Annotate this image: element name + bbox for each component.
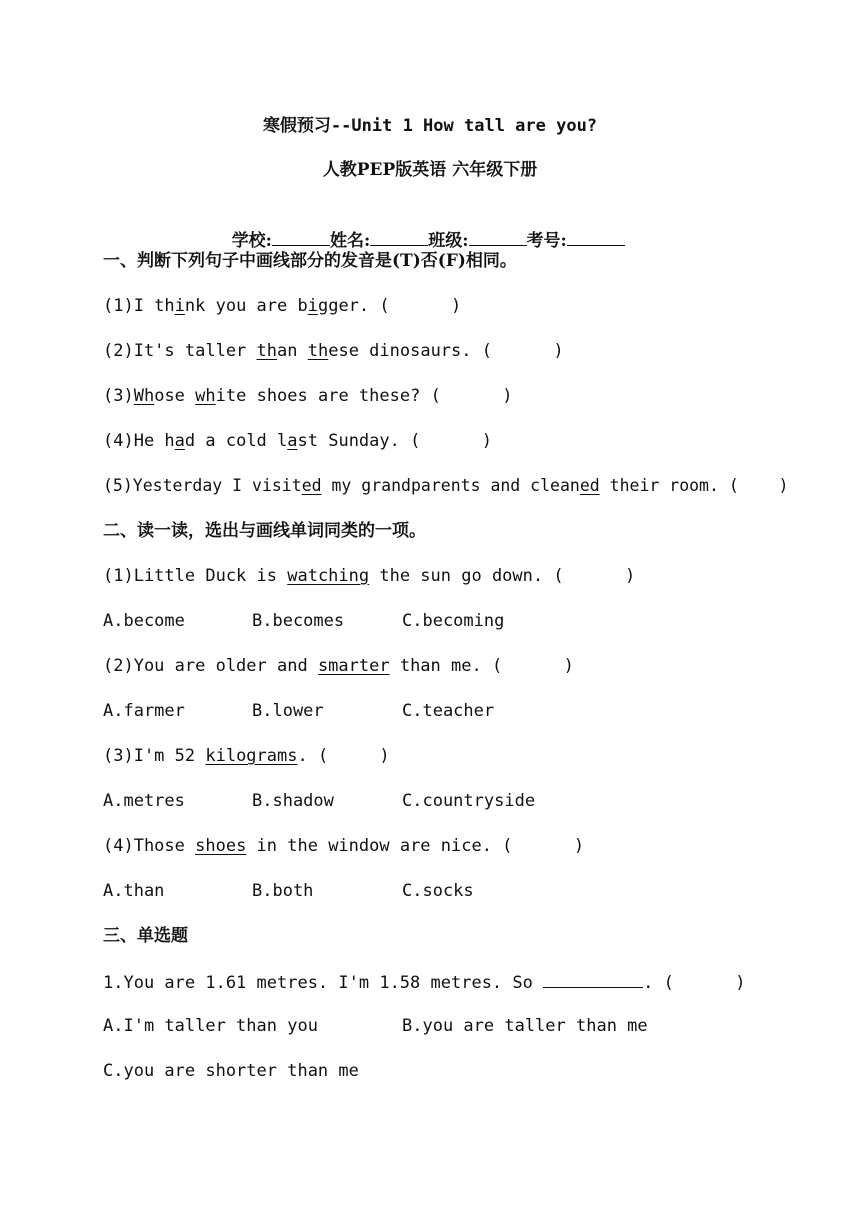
section3-heading: 三、单选题: [103, 926, 188, 946]
option-b[interactable]: B.becomes: [252, 611, 345, 631]
item-text: ose: [154, 386, 196, 406]
question-text: in the window are nice. ( ): [246, 836, 585, 856]
item-text: d a cold l: [184, 431, 288, 451]
underlined-letters: th: [256, 341, 278, 361]
item-text: an: [277, 341, 308, 361]
section2-question-4: [103, 834, 584, 858]
option-c[interactable]: C.socks: [402, 881, 474, 901]
item-text: gger. ( ): [317, 296, 462, 316]
item-text: (4)He h: [103, 431, 175, 451]
underlined-letters: i: [307, 296, 318, 316]
option-b[interactable]: B.both: [252, 881, 314, 901]
item-text: (5)Yesterday I visit: [103, 476, 302, 495]
underlined-word: watching: [287, 566, 370, 586]
section1-item-4: [103, 429, 492, 453]
underlined-word: shoes: [195, 836, 247, 856]
underlined-letters: ed: [579, 476, 600, 495]
item-text: my grandparents and clean: [321, 476, 580, 495]
option-b[interactable]: B.you are taller than me: [402, 1016, 648, 1036]
underlined-letters: ed: [301, 476, 322, 495]
class-label: 班级:: [428, 231, 469, 251]
option-a[interactable]: A.become: [103, 611, 185, 631]
question-text: than me. ( ): [389, 656, 574, 676]
question-text: . ( ): [643, 973, 746, 993]
item-text: their room. ( ): [599, 476, 789, 495]
item-text: (3): [103, 386, 134, 406]
option-b[interactable]: B.shadow: [252, 791, 334, 811]
section1-item-1: [103, 294, 461, 318]
class-blank[interactable]: [469, 227, 527, 246]
exam-number-blank[interactable]: [567, 227, 625, 246]
underlined-letters: Wh: [133, 386, 155, 406]
item-text: nk you are b: [184, 296, 308, 316]
option-a[interactable]: A.I'm taller than you: [103, 1016, 318, 1036]
name-blank[interactable]: [370, 227, 428, 246]
question-text: 1.You are 1.61 metres. I'm 1.58 metres. So: [103, 973, 544, 993]
section1-heading: 一、判断下列句子中画线部分的发音是(T)否(F)相同。: [103, 251, 517, 271]
underlined-letters: wh: [195, 386, 216, 406]
underlined-letters: a: [287, 431, 298, 451]
section1-item-2: [103, 339, 564, 363]
option-c[interactable]: C.teacher: [402, 701, 495, 721]
section2-question-3: [103, 744, 390, 768]
worksheet-subtitle: 人教PEP版英语 六年级下册: [322, 160, 538, 180]
exam-number-label: 考号:: [526, 231, 567, 251]
underlined-word: kilograms: [205, 746, 298, 766]
item-text: ese dinosaurs. ( ): [328, 341, 564, 361]
option-a[interactable]: A.farmer: [103, 701, 185, 721]
option-c[interactable]: C.becoming: [402, 611, 505, 631]
option-c[interactable]: C.you are shorter than me: [103, 1061, 359, 1081]
school-label: 学校:: [231, 231, 272, 251]
section1-item-5: [103, 474, 788, 498]
school-blank[interactable]: [272, 227, 330, 246]
section1-item-3: [103, 384, 512, 408]
question-text: (2)You are older and: [103, 656, 318, 676]
answer-blank[interactable]: [543, 969, 643, 988]
question-text: (4)Those: [103, 836, 196, 856]
option-a[interactable]: A.than: [103, 881, 165, 901]
item-text: (2)It's taller: [103, 341, 257, 361]
item-text: (1)I th: [103, 296, 175, 316]
question-text: the sun go down. ( ): [369, 566, 636, 586]
question-text: . ( ): [297, 746, 390, 766]
option-b[interactable]: B.lower: [252, 701, 324, 721]
option-c[interactable]: C.countryside: [402, 791, 536, 811]
section2-question-2: [103, 654, 574, 678]
item-text: ite shoes are these? ( ): [215, 386, 513, 406]
underlined-letters: th: [307, 341, 329, 361]
worksheet-title: 寒假预习--Unit 1 How tall are you?: [262, 116, 598, 136]
section2-question-1: [103, 564, 635, 588]
underlined-letters: i: [174, 296, 185, 316]
section2-heading: 二、读一读，选出与画线单词同类的一项。: [103, 521, 426, 541]
name-label: 姓名:: [329, 231, 371, 251]
section3-question-1: [103, 969, 745, 995]
question-text: (1)Little Duck is: [103, 566, 288, 586]
underlined-word: smarter: [317, 656, 390, 676]
item-text: st Sunday. ( ): [297, 431, 492, 451]
underlined-letters: a: [174, 431, 185, 451]
option-a[interactable]: A.metres: [103, 791, 185, 811]
question-text: (3)I'm 52: [103, 746, 206, 766]
